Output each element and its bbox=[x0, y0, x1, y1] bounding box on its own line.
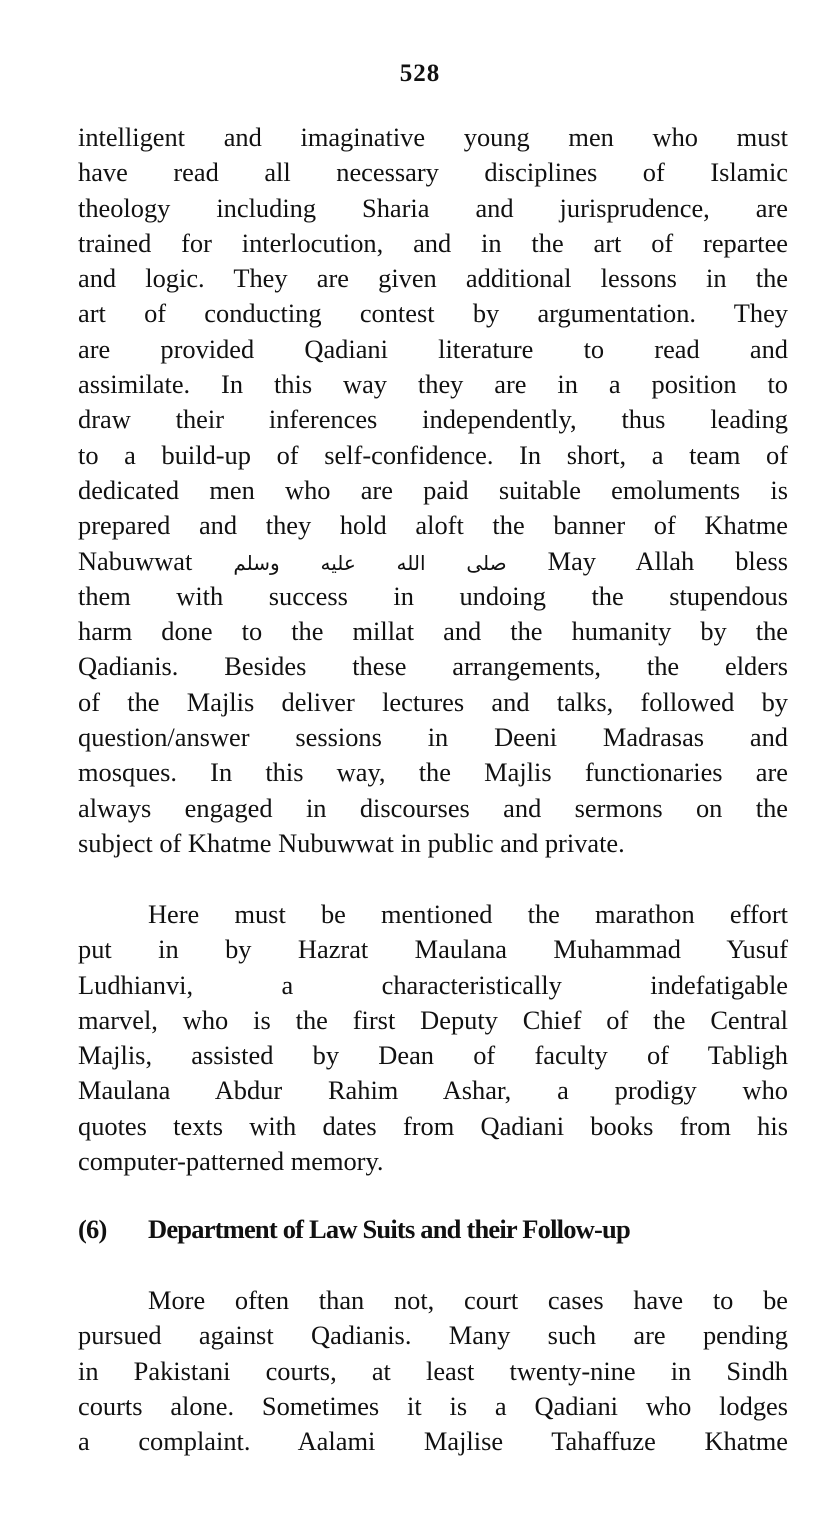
text-line: pursued against Qadianis. Many such are pending bbox=[78, 1320, 788, 1351]
text-line: trained for interlocution, and in the art of repartee bbox=[78, 227, 788, 258]
text-line: theology including Sharia and jurisprudence, are bbox=[78, 192, 788, 223]
arabic-blessing: صلى الله عليه وسلم bbox=[233, 550, 507, 575]
paragraph-1 bbox=[78, 120, 788, 861]
text-line: prepared and they hold aloft the banner of Khatme bbox=[78, 510, 788, 541]
text-line: are provided Qadiani literature to read and bbox=[78, 333, 788, 364]
text-line-with-arabic bbox=[78, 544, 788, 579]
section-heading bbox=[78, 1214, 788, 1245]
text-line: courts alone. Sometimes it is a Qadiani who lodges bbox=[78, 1390, 788, 1421]
section-title: Department of Law Suits and their Follow-up bbox=[148, 1214, 630, 1244]
text-line: them with success in undoing the stupendous bbox=[78, 580, 788, 611]
text-line: of the Majlis deliver lectures and talks, followed by bbox=[78, 686, 788, 717]
text-line: mosques. In this way, the Majlis functionaries are bbox=[78, 757, 788, 788]
text-fragment: Nabuwwat bbox=[78, 545, 193, 576]
section-number: (6) bbox=[78, 1214, 107, 1244]
text-line: Maulana Abdur Rahim Ashar, a prodigy who bbox=[78, 1075, 788, 1106]
text-line: harm done to the millat and the humanity by the bbox=[78, 616, 788, 647]
text-line: Here must be mentioned the marathon effort bbox=[148, 899, 788, 929]
paragraph-3 bbox=[78, 1283, 788, 1459]
text-line: put in by Hazrat Maulana Muhammad Yusuf bbox=[78, 934, 788, 965]
paragraph-2 bbox=[78, 897, 788, 1179]
text-line: Qadianis. Besides these arrangements, the elders bbox=[78, 651, 788, 682]
text-line: subject of Khatme Nubuwwat in public and private. bbox=[78, 827, 625, 858]
text-line: and logic. They are given additional lessons in the bbox=[78, 263, 788, 294]
text-line: art of conducting contest by argumentation. They bbox=[78, 298, 788, 329]
text-fragment: May Allah bless bbox=[547, 545, 788, 576]
text-line: in Pakistani courts, at least twenty-nine in Sindh bbox=[78, 1355, 788, 1386]
text-line: dedicated men who are paid suitable emoluments is bbox=[78, 474, 788, 505]
text-line: question/answer sessions in Deeni Madrasas and bbox=[78, 722, 788, 753]
text-line: a complaint. Aalami Majlise Tahaffuze Khatme bbox=[78, 1426, 788, 1457]
text-line: have read all necessary disciplines of Islamic bbox=[78, 157, 788, 188]
text-line: to a build-up of self-confidence. In short, a team of bbox=[78, 439, 788, 470]
text-line: always engaged in discourses and sermons on the bbox=[78, 792, 788, 823]
text-line: marvel, who is the first Deputy Chief of the Central bbox=[78, 1004, 788, 1035]
text-line: computer-patterned memory. bbox=[78, 1146, 384, 1177]
text-line: quotes texts with dates from Qadiani books from his bbox=[78, 1110, 788, 1141]
text-line: assimilate. In this way they are in a position to bbox=[78, 369, 788, 400]
page-number: 528 bbox=[399, 60, 441, 87]
text-line: Ludhianvi, a characteristically indefatigable bbox=[78, 969, 788, 1000]
text-line: intelligent and imaginative young men who must bbox=[78, 122, 788, 152]
text-line: Majlis, assisted by Dean of faculty of Tabligh bbox=[78, 1040, 788, 1071]
text-line: More often than not, court cases have to be bbox=[148, 1285, 788, 1315]
text-line: draw their inferences independently, thus leading bbox=[78, 404, 788, 435]
